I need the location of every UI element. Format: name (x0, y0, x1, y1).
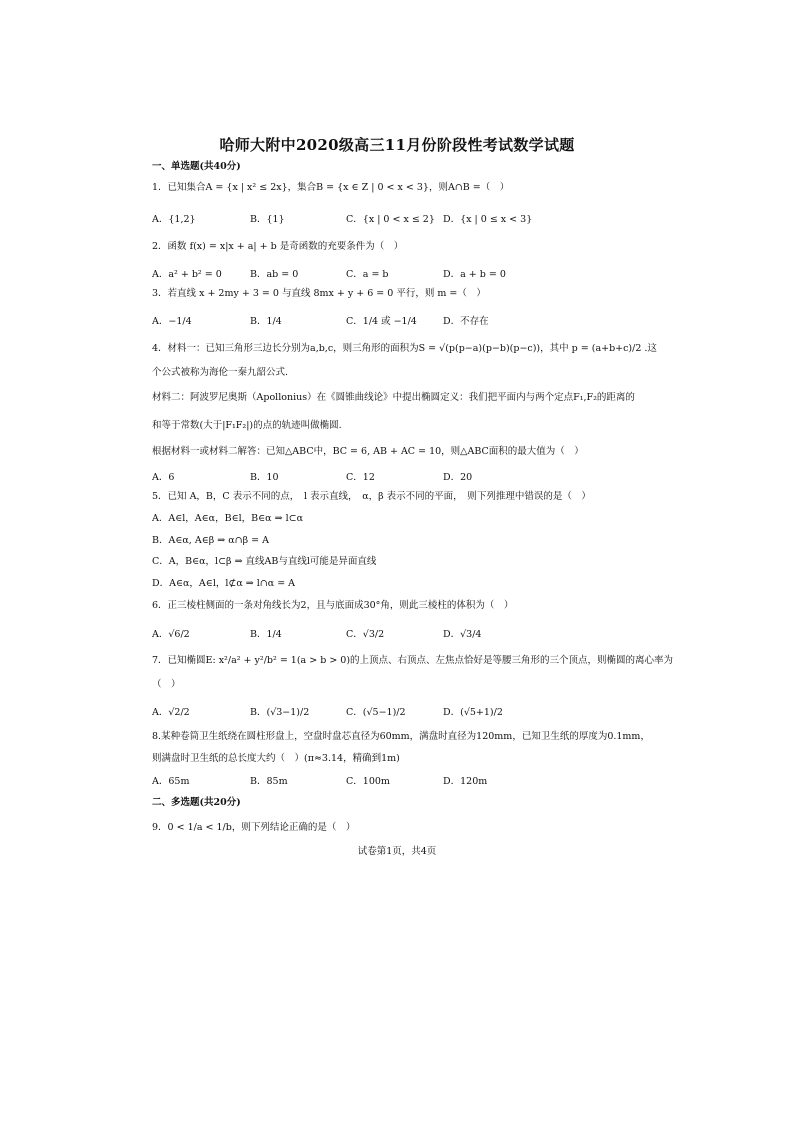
question-7-option-a: A．√2/2 (152, 707, 190, 718)
question-5-stem: 5．已知 A，B，C 表示不同的点， l 表示直线， α，β 表示不同的平面， 则下列推理中错误的是（ ） (152, 491, 591, 502)
question-7-stem: 7．已知椭圆E: x²/a² + y²/b² = 1(a > b > 0)的上顶点、右顶点、左焦点恰好是等腰三角形的三个顶点，则椭圆的离心率为 (152, 655, 674, 666)
question-7-stem-paren: （ ） (152, 679, 181, 690)
question-4-option-d: D．20 (443, 472, 473, 483)
question-1-stem: 1．已知集合A = {x | x² ≤ 2x}，集合B = {x ∈ Z | 0 < x < 3}，则A∩B =（ ） (152, 182, 510, 193)
question-6-option-b: B．1/4 (250, 629, 282, 640)
question-8-line-1: 8.某种卷筒卫生纸绕在圆柱形盘上，空盘时盘芯直径为60mm，满盘时直径为120mm，已知卫生纸的厚度为0.1mm， (152, 731, 650, 742)
question-7-option-b: B．(√3−1)/2 (250, 707, 310, 718)
question-2-stem: 2．函数 f(x) = x|x + a| + b 是奇函数的充要条件为（ ） (152, 241, 404, 252)
question-4-option-c: C．12 (346, 472, 375, 483)
question-4-line-4: 和等于常数(大于|F₁F₂|)的点的轨迹叫做椭圆. (152, 420, 342, 431)
section-heading-multi-choice: 二、多选题(共20分) (152, 797, 241, 808)
question-6-stem: 6．正三棱柱侧面的一条对角线长为2，且与底面成30°角，则此三棱柱的体积为（ ） (152, 600, 514, 611)
question-2-option-c: C．a = b (346, 269, 389, 280)
question-8-option-c: C．100m (346, 776, 390, 787)
question-3-option-d: D．不存在 (443, 316, 489, 327)
question-3-stem: 3．若直线 x + 2my + 3 = 0 与直线 8mx + y + 6 = 0 平行，则 m =（ ） (152, 288, 486, 299)
question-7-option-d: D．(√5+1)/2 (443, 707, 503, 718)
question-8-option-a: A．65m (152, 776, 190, 787)
question-4-line-3: 材料二：阿波罗尼奥斯（Apollonius）在《圆锥曲线论》中提出椭圆定义：我们把平面内与两个定点F₁,F₂的距离的 (152, 392, 635, 403)
question-1-option-d: D．{x | 0 ≤ x < 3} (443, 214, 533, 225)
section-heading-single-choice: 一、单选题(共40分) (152, 161, 241, 172)
question-4-line-5: 根据材料一或材料二解答：已知△ABC中，BC = 6, AB + AC = 10，则△ABC面积的最大值为（ ） (152, 446, 584, 457)
question-8-line-2: 则满盘时卫生纸的总长度大约（ ）(π≈3.14，精确到1m) (152, 753, 400, 764)
question-6-option-c: C．√3/2 (346, 629, 385, 640)
question-9-stem: 9．0 < 1/a < 1/b，则下列结论正确的是（ ） (152, 822, 356, 833)
question-4-line-1: 4．材料一：已知三角形三边长分别为a,b,c，则三角形的面积为S = √(p(p−a)(p−b)(p−c))，其中 p = (a+b+c)/2 .这 (152, 343, 657, 354)
question-2-option-b: B．ab = 0 (250, 269, 299, 280)
question-4-option-a: A．6 (152, 472, 175, 483)
question-8-option-b: B．85m (250, 776, 288, 787)
question-4-option-b: B．10 (250, 472, 279, 483)
question-5-option-c: C．A，B∈α，l⊂β ⇒ 直线AB与直线l可能是异面直线 (152, 556, 377, 567)
page-title: 哈师大附中2020级高三11月份阶段性考试数学试题 (219, 136, 575, 154)
question-2-option-d: D．a + b = 0 (443, 269, 506, 280)
question-2-option-a: A．a² + b² = 0 (152, 269, 222, 280)
question-6-option-a: A．√6/2 (152, 629, 190, 640)
page-footer: 试卷第1页，共4页 (357, 846, 437, 857)
question-1-option-c: C．{x | 0 < x ≤ 2} (346, 214, 435, 225)
question-3-option-c: C．1/4 或 −1/4 (346, 316, 417, 327)
question-3-option-a: A．−1/4 (152, 316, 192, 327)
question-3-option-b: B．1/4 (250, 316, 282, 327)
question-4-line-2: 个公式被称为海伦一秦九韶公式. (152, 367, 289, 378)
question-5-option-b: B．A∈α, A∈β ⇒ α∩β = A (152, 535, 269, 546)
question-8-option-d: D．120m (443, 776, 488, 787)
question-1-option-a: A．{1,2} (152, 214, 196, 225)
question-7-option-c: C．(√5−1)/2 (346, 707, 406, 718)
question-6-option-d: D．√3/4 (443, 629, 482, 640)
question-5-option-d: D．A∈α，A∈l，l⊄α ⇒ l∩α = A (152, 578, 296, 589)
question-5-option-a: A．A∈l，A∈α，B∈l，B∈α ⇒ l⊂α (152, 513, 303, 524)
question-1-option-b: B．{1} (250, 214, 285, 225)
